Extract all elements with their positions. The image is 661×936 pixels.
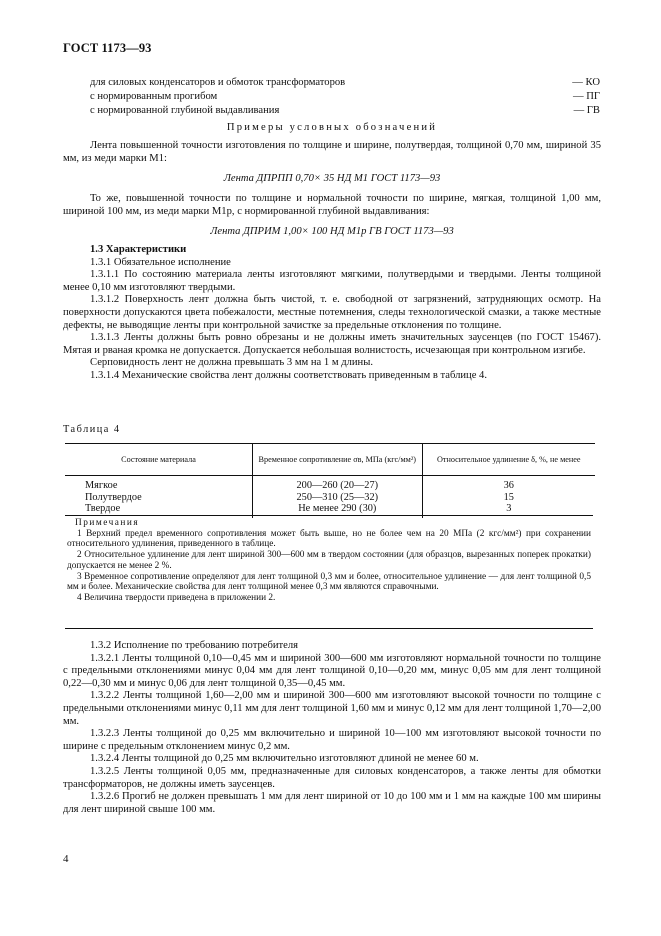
paragraph: 1.3.2.3 Ленты толщиной до 0,25 мм включительно и шириной 10—100 мм изготовляют высокой точности по ширине с предельным отклонением минус 0,2 мм. bbox=[63, 728, 601, 752]
table-caption: Таблица 4 bbox=[63, 424, 121, 435]
cell-state: Полутвердое bbox=[85, 491, 142, 503]
note-item: 4 Величина твердости приведена в приложении 2. bbox=[77, 592, 276, 603]
cell-elongation: 36 bbox=[503, 480, 514, 491]
cell-state: Твердое bbox=[85, 503, 121, 515]
designation-text: с нормированным прогибом bbox=[90, 91, 218, 102]
section-1-3-2-body bbox=[63, 640, 601, 816]
table-row bbox=[65, 476, 595, 492]
paragraph: 1.3.2.4 Ленты толщиной до 0,25 мм включительно изготовляют длиной не менее 60 м. bbox=[90, 753, 479, 765]
paragraph: 1.3.1 Обязательное исполнение bbox=[90, 256, 231, 268]
designation-code: — ГВ bbox=[573, 105, 600, 116]
cell-strength: 250—310 (25—32) bbox=[252, 492, 422, 504]
designation-code: — КО bbox=[572, 77, 600, 88]
column-header-elongation: Относительное удлинение δ, %, не менее bbox=[422, 444, 595, 476]
example-2-code: Лента ДПРИМ 1,00× 100 НД М1р ГВ ГОСТ 1173—93 bbox=[210, 226, 454, 237]
cell-state: Мягкое bbox=[85, 480, 118, 491]
example-2-text: То же, повышенной точности по толщине и нормальной точности по ширине, мягкая, толщиной 1,00 мм, шириной 100 мм, из меди марки М1р, с нормированной глубиной выдавливания: bbox=[63, 193, 601, 217]
paragraph: 1.3.1.4 Механические свойства лент должны соответствовать приведенным в таблице 4. bbox=[90, 369, 487, 381]
table-4 bbox=[65, 443, 595, 518]
column-header-strength: Временное сопротивление σв, МПа (кгс/мм²) bbox=[252, 444, 422, 476]
section-title: 1.3 Характеристики bbox=[90, 244, 187, 255]
note-item: 3 Временное сопротивление определяют для лент толщиной 0,3 мм и более, относительное удлинение — для лент толщиной 0,5 мм и более. Механические свойства для лент толщиной менее 0,3 мм являются справочными. bbox=[67, 571, 591, 593]
designation-text: для силовых конденсаторов и обмоток трансформаторов bbox=[90, 77, 346, 88]
paragraph: 1.3.1.2 Поверхность лент должна быть чистой, т. е. свободной от загрязнений, затрудняющих осмотр. На поверхности допускаются цвета побежалости, местные потемнения, следы технологической смазки, а также местные дефекты, не выводящие ленты при контрольной зачистке за предельные отклонения по толщине. bbox=[63, 294, 601, 331]
paragraph: 1.3.2.6 Прогиб не должен превышать 1 мм для лент шириной от 10 до 100 мм и 1 мм на каждые 100 мм ширины для лент шириной свыше 100 мм. bbox=[63, 791, 601, 815]
cell-elongation: 15 bbox=[503, 491, 514, 503]
page-number: 4 bbox=[63, 853, 69, 865]
cell-strength: 200—260 (20—27) bbox=[252, 476, 422, 492]
table-header-row bbox=[65, 444, 595, 476]
section-1-3-body bbox=[63, 244, 601, 383]
notes-title: Примечания bbox=[75, 518, 140, 528]
note-item: 1 Верхний предел временного сопротивления может быть выше, но не более чем на 20 МПа (2 кгс/мм²) при сохранении относительного удлинения, приведенного в таблице. bbox=[67, 528, 591, 550]
paragraph: Серповидность лент не должна превышать 3 мм на 1 м длины. bbox=[90, 357, 373, 369]
note-item: 2 Относительное удлинение для лент шириной 300—600 мм в твердом состоянии (для образцов, вырезанных поперек прокатки) допускается не менее 2 %. bbox=[67, 550, 591, 571]
cell-elongation: 3 bbox=[506, 503, 512, 515]
column-header-state: Состояние материала bbox=[65, 444, 252, 476]
paragraph: 1.3.2.5 Ленты толщиной 0,05 мм, предназначенные для силовых конденсаторов, а также ленты для обмотки трансформаторов, не должны иметь заусенцев. bbox=[63, 765, 601, 790]
designation-code: — ПГ bbox=[572, 91, 600, 102]
example-1-code: Лента ДПРПП 0,70× 35 НД М1 ГОСТ 1173—93 bbox=[223, 173, 441, 184]
paragraph: 1.3.2 Исполнение по требованию потребителя bbox=[90, 640, 299, 651]
example-1-text: Лента повышенной точности изготовления по толщине и ширине, полутвердая, толщиной 0,70 мм, шириной 35 мм, из меди марки М1: bbox=[63, 140, 601, 164]
paragraph: 1.3.2.2 Ленты толщиной 1,60—2,00 мм и шириной 300—600 мм изготовляют высокой точности по толщине с предельными отклонениями минус 0,11 мм для лент толщиной 1,60 мм и минус 0,12 мм для лент толщиной 1,70—2,00 мм. bbox=[63, 690, 601, 727]
table-row bbox=[65, 492, 595, 504]
designation-text: с нормированной глубиной выдавливания bbox=[90, 105, 280, 116]
paragraph: 1.3.2.1 Ленты толщиной 0,10—0,45 мм и шириной 300—600 мм изготовляют нормальной точности по толщине с предельными отклонениями минус 0,04 мм для лент толщиной 0,10—0,20 мм, минус 0,05 мм для лент толщиной 0,22—0,30 мм и минус 0,06 для лент толщиной 0,35—0,45 мм. bbox=[63, 652, 601, 689]
paragraph: 1.3.1.3 Ленты должны быть ровно обрезаны и не должны иметь значительных заусенцев (по ГОСТ 15467). Мятая и рваная кромка не допускается. Допускается небольшая волнистость, исчезающая при контрольном изгибе. bbox=[63, 332, 601, 356]
table-notes bbox=[65, 515, 593, 629]
examples-heading: Примеры условных обозначений bbox=[226, 122, 438, 133]
paragraph: 1.3.1.1 По состоянию материала ленты изготовляют мягкими, полутвердыми и твердыми. Ленты толщиной менее 0,10 мм изготовляют твердыми. bbox=[63, 269, 601, 293]
document-code-header: ГОСТ 1173—93 bbox=[63, 41, 152, 55]
cell-strength: Не менее 290 (30) bbox=[252, 503, 422, 518]
